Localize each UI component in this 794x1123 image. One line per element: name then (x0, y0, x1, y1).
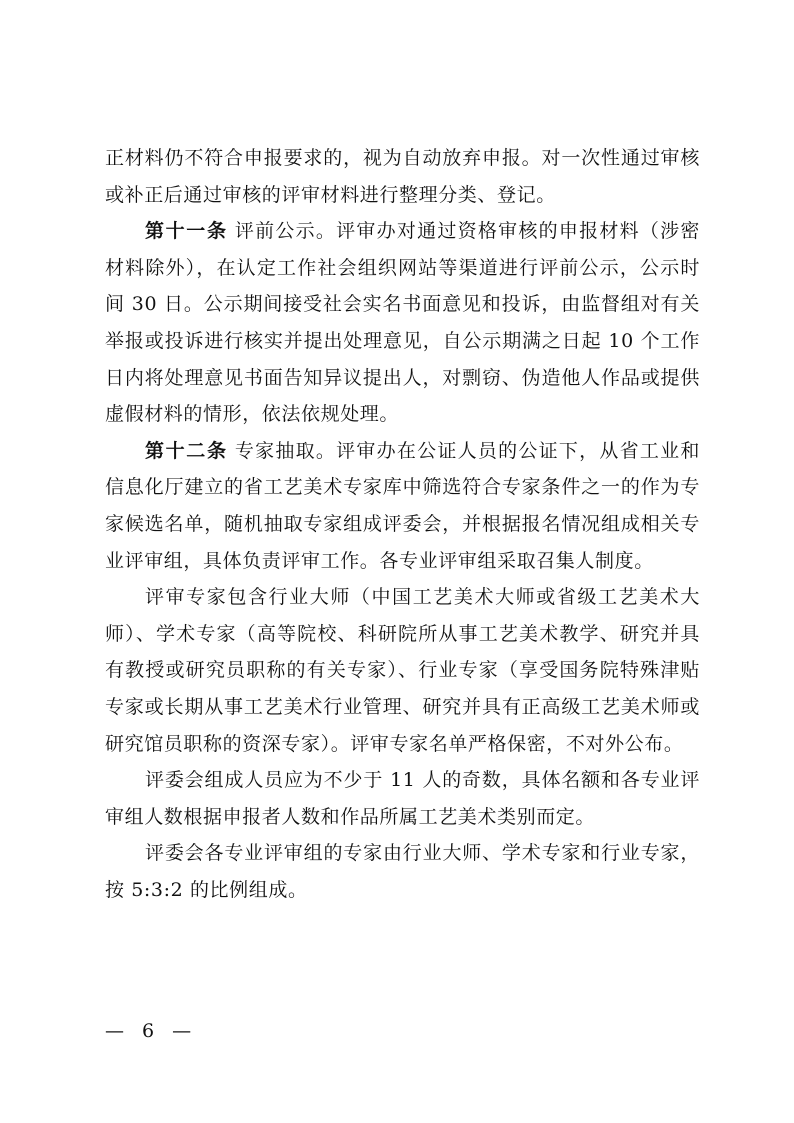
committee-ratio-paragraph (105, 835, 700, 908)
committee-size-paragraph (105, 762, 700, 835)
article-12-paragraph (105, 433, 700, 579)
paragraph-continuation (105, 140, 700, 213)
paragraph-text: 评委会各专业评审组的专家由行业大师、学术专家和行业专家，按 5:3:2 的比例组成。 (105, 842, 700, 901)
page-number: — 6 — (105, 1020, 198, 1042)
article-11-text: 评前公示。评审办对通过资格审核的申报材料（涉密材料除外），在认定工作社会组织网站等渠道进行评前公示，公示时间 30 日。公示期间接受社会实名书面意见和投诉，由监督组对有关举报或投诉进行核实并提出处理意见，自公示期满之日起 10 个工作日内将处理意见书面告知异议提出人，对剽窃、伪造他人作品或提供虚假材料的情形，依法依规处理。 (105, 220, 700, 426)
article-12-title: 第十二条 (145, 439, 228, 462)
article-11-paragraph (105, 213, 700, 433)
paragraph-text: 评委会组成人员应为不少于 11 人的奇数，具体名额和各专业评审组人数根据申报者人数和作品所属工艺美术类别而定。 (105, 769, 700, 828)
expert-composition-paragraph (105, 579, 700, 762)
document-body (105, 140, 700, 908)
paragraph-text: 评审专家包含行业大师（中国工艺美术大师或省级工艺美术大师）、学术专家（高等院校、科研院所从事工艺美术教学、研究并具有教授或研究员职称的有关专家）、行业专家（享受国务院特殊津贴专家或长期从事工艺美术行业管理、研究并具有正高级工艺美术师或研究馆员职称的资深专家）。评审专家名单严格保密，不对外公布。 (105, 586, 700, 755)
paragraph-text: 正材料仍不符合申报要求的，视为自动放弃申报。对一次性通过审核或补正后通过审核的评审材料进行整理分类、登记。 (105, 147, 700, 206)
article-12-text: 专家抽取。评审办在公证人员的公证下，从省工业和信息化厅建立的省工艺美术专家库中筛选符合专家条件之一的作为专家候选名单，随机抽取专家组成评委会，并根据报名情况组成相关专业评审组，具体负责评审工作。各专业评审组采取召集人制度。 (105, 439, 700, 572)
article-11-title: 第十一条 (145, 220, 228, 243)
